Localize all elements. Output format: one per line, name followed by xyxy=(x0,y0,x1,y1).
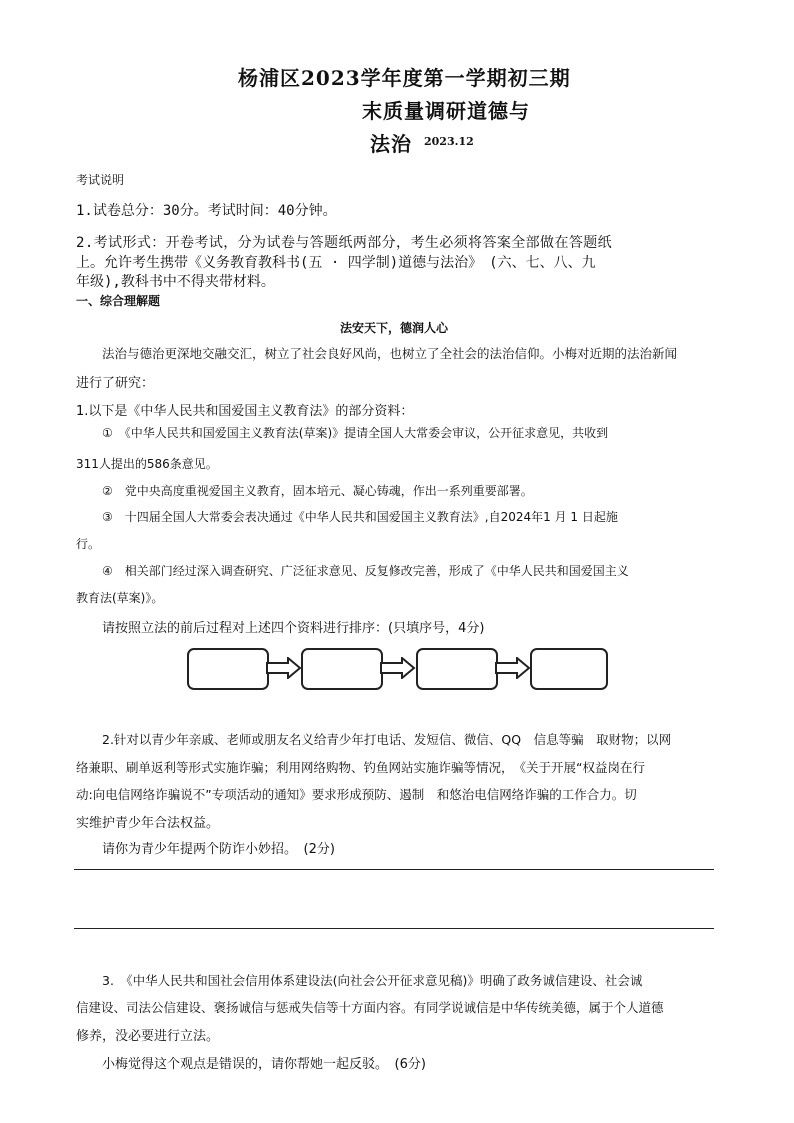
answer-box-4[interactable] xyxy=(530,648,608,690)
q2-line-3: 动:向电信网络诈骗说不”专项活动的通知》要求形成预防、遏制 和悠治电信网络诈骗的工作合力。切 xyxy=(76,787,637,802)
intro-line-1: 法治与德治更深地交融交汇，树立了社会良好风尚，也树立了全社会的法治信仰。小梅对近期的法治新闻 xyxy=(102,346,678,361)
exam-date: 2023.12 xyxy=(424,135,474,148)
instructions-item-2-line-1: 2.考试形式：开卷考试，分为试卷与答题纸两部分，考生必须将答案全部做在答题纸 xyxy=(76,235,613,251)
answer-line-1[interactable] xyxy=(74,869,714,870)
q3-prompt: 小梅觉得这个观点是错误的，请你帮她一起反驳。 (6分) xyxy=(102,1057,426,1072)
q1-prompt: 请按照立法的前后过程对上述四个资料进行排序：(只填序号，4分) xyxy=(102,621,485,636)
title-line-3: 法治 xyxy=(370,132,412,156)
instructions-item-2-line-2: 上。允许考生携带《义务教育教科书(五 · 四学制)道德与法治》 (六、七、八、九 xyxy=(76,255,596,271)
q1-material-1-line-2: 311人提出的586条意见。 xyxy=(76,457,218,471)
q1-material-3-line-2: 行。 xyxy=(76,537,101,551)
q3-line-3: 修养，没必要进行立法。 xyxy=(76,1029,220,1044)
q1-material-4-line-2: 教育法(草案)》。 xyxy=(76,591,164,605)
q1-material-4-line-1: ④ 相关部门经过深入调查研究、广泛征求意见、反复修改完善，形成了《中华人民共和国爱国主义 xyxy=(102,564,629,578)
instructions-item-1: 1.试卷总分：30分。考试时间：40分钟。 xyxy=(76,203,337,219)
title-line-2: 末质量调研道德与 xyxy=(362,99,530,123)
q2-prompt: 请你为青少年提两个防诈小妙招。 (2分) xyxy=(102,842,335,857)
answer-line-2[interactable] xyxy=(74,928,714,929)
q1-material-2: ② 党中央高度重视爱国主义教育，固本培元、凝心铸魂，作出一系列重要部署。 xyxy=(102,484,533,498)
instructions-item-2-line-3: 年级),教科书中不得夹带材料。 xyxy=(76,274,275,290)
instructions-heading: 考试说明 xyxy=(76,173,125,187)
q3-line-2: 信建设、司法公信建设、褒扬诚信与惩戒失信等十方面内容。有同学说诚信是中华传统美德，属于个人道德 xyxy=(76,1000,664,1015)
answer-box-2[interactable] xyxy=(301,648,383,690)
answer-box-3[interactable] xyxy=(416,648,498,690)
section-subtitle: 法安天下，德润人心 xyxy=(340,321,449,335)
arrow-right-icon xyxy=(380,657,416,679)
arrow-right-icon xyxy=(266,657,302,679)
q3-line-1: 3. 《中华人民共和国社会信用体系建设法(向社会公开征求意见稿)》明确了政务诚信建设、社会诚 xyxy=(102,973,643,988)
q1-material-1-line-1: ① 《中华人民共和国爱国主义教育法(草案)》提请全国人大常委会审议，公开征求意见，共收到 xyxy=(102,426,609,440)
q2-line-4: 实维护青少年合法权益。 xyxy=(76,816,220,831)
section-heading: 一、综合理解题 xyxy=(76,294,161,308)
q1-stem: 1.以下是《中华人民共和国爱国主义教育法》的部分资料： xyxy=(76,404,414,419)
answer-box-1[interactable] xyxy=(187,648,269,690)
title-line-1: 杨浦区2023学年度第一学期初三期 xyxy=(238,66,571,90)
q2-line-1: 2.针对以青少年亲戚、老师或朋友名义给青少年打电话、发短信、微信、QQ 信息等骗 取财物；以网 xyxy=(102,732,672,747)
intro-line-2: 进行了研究： xyxy=(76,376,155,391)
q2-line-2: 络兼职、刷单返利等形式实施诈骗；利用网络购物、钓鱼网站实施诈骗等情况， 《关于开展“权益岗在行 xyxy=(76,760,645,775)
arrow-right-icon xyxy=(495,657,531,679)
q1-material-3-line-1: ③ 十四届全国人大常委会表决通过《中华人民共和国爱国主义教育法》,自2024年1 月 1 日起施 xyxy=(102,510,618,524)
